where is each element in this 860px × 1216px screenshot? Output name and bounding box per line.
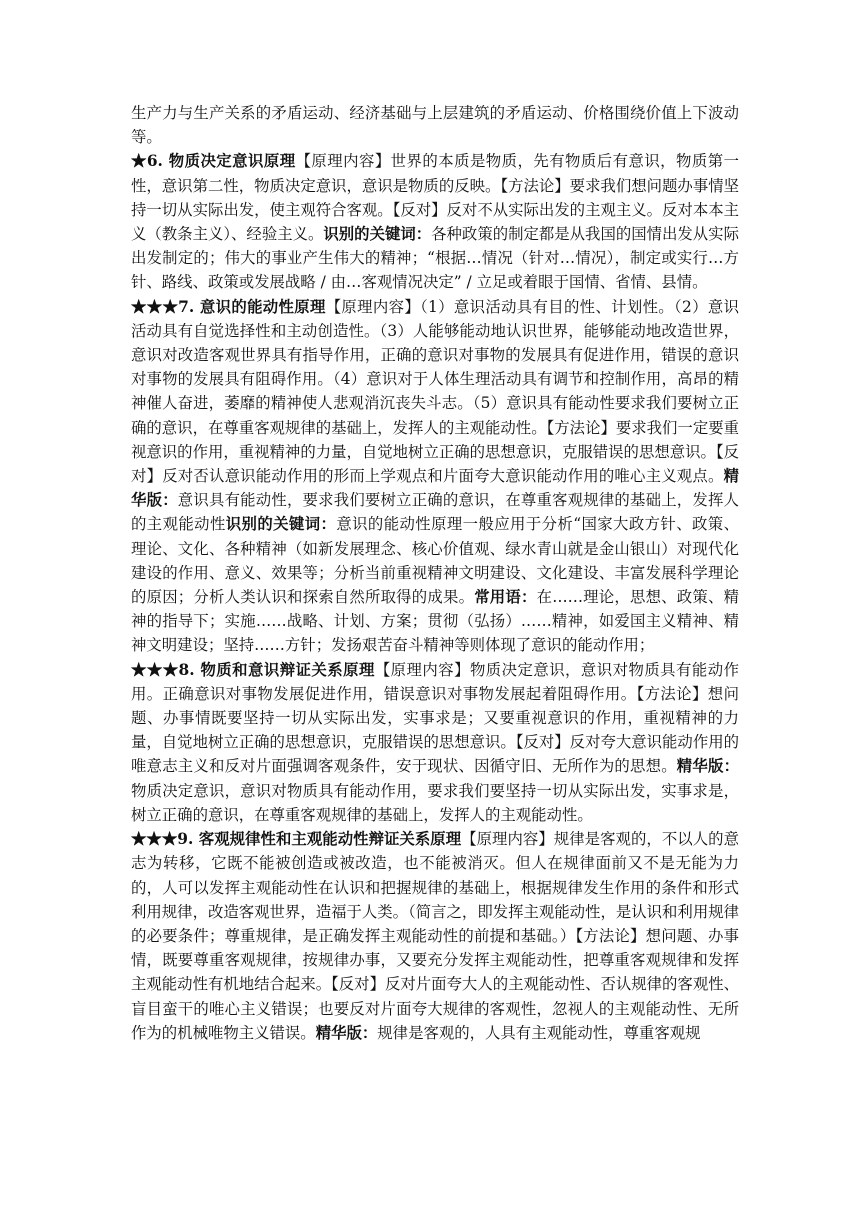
section-8-essence-label: 精华版：	[676, 757, 739, 776]
section-6-title: ★6. 物质决定意识原理	[131, 152, 296, 171]
section-6-text: 【原理内容】世界的本质是物质，先有物质后有意识，物质第一性，意识第二性，物质决定意识，意识是物质的反映。【方法论】要求我们想问题办事情坚持一切从实际出发，使主观符合客观。【反对】反对不从实际出发的主观主义。反对本本主义（教条主义）、经验主义。	[131, 152, 739, 244]
section-6-keyword-label: 识别的关键词：	[323, 225, 432, 244]
section-9	[131, 827, 739, 1045]
section-7	[131, 295, 739, 658]
section-8-text: 【原理内容】物质决定意识，意识对物质具有能动作用。正确意识对事物发展促进作用，错误意识对事物发展起着阻碍作用。【方法论】想问题、办事情既要坚持一切从实际出发，实事求是；又要重视意识的作用，重视精神的力量，自觉地树立正确的思想意识，克服错误的思想意识。【反对】反对夸大意识能动作用的唯意志主义和反对片面强调客观条件，安于现状、因循守旧、无所作为的思想。	[131, 660, 739, 776]
section-7-text: 【原理内容】（1）意识活动具有目的性、计划性。（2）意识活动具有自觉选择性和主动创造性。（3）人能够能动地认识世界，能够能动地改造世界，意识对改造客观世界具有指导作用，正确的意识对事物的发展具有促进作用，错误的意识对事物的发展具有阻碍作用。（4）意识对于人体生理活动具有调节和控制作用，高昂的精神催人奋进，萎靡的精神使人悲观消沉丧失斗志。（5）意识具有能动性要求我们要树立正确的意识，在尊重客观规律的基础上，发挥人的主观能动性。【方法论】要求我们一定要重视意识的作用，重视精神的力量，自觉地树立正确的思想意识，克服错误的思想意识。【反对】反对否认意识能动作用的形而上学观点和片面夸大意识能动作用的唯心主义观点。	[131, 297, 739, 486]
section-7-keyword-label: 识别的关键词：	[225, 515, 337, 534]
section-9-title: ★★★9. 客观规律性和主观能动性辩证关系原理	[131, 830, 462, 849]
section-7-title: ★★★7. 意识的能动性原理	[131, 297, 326, 316]
section-7-essence: 意识具有能动性，要求我们要树立正确的意识，在尊重客观规律的基础上，发挥人的主观能动性	[131, 491, 739, 534]
section-7-phrase-label: 常用语：	[474, 588, 537, 607]
section-9-essence: 规律是客观的，人具有主观能动性，尊重客观规	[377, 1023, 701, 1042]
section-8	[131, 658, 739, 827]
section-6	[131, 149, 739, 294]
document-page	[131, 101, 739, 1045]
section-9-text: 【原理内容】规律是客观的，不以人的意志为转移，它既不能被创造或被改造，也不能被消灭。但人在规律面前又不是无能为力的，人可以发挥主观能动性在认识和把握规律的基础上，根据规律发生作用的条件和形式利用规律，改造客观世界，造福于人类。（简言之，即发挥主观能动性，是认识和利用规律的必要条件；尊重规律，是正确发挥主观能动性的前提和基础。）【方法论】想问题、办事情，既要尊重客观规律，按规律办事，又要充分发挥主观能动性，把尊重客观规律和发挥主观能动性有机地结合起来。【反对】反对片面夸大人的主观能动性、否认规律的客观性、盲目蛮干的唯心主义错误；也要反对片面夸大规律的客观性，忽视人的主观能动性、无所作为的机械唯物主义错误。	[131, 830, 739, 1042]
paragraph-intro: 生产力与生产关系的矛盾运动、经济基础与上层建筑的矛盾运动、价格围绕价值上下波动等。	[131, 104, 739, 147]
section-8-essence: 物质决定意识，意识对物质具有能动作用，要求我们要坚持一切从实际出发，实事求是，树立正确的意识，在尊重客观规律的基础上，发挥人的主观能动性。	[131, 781, 739, 824]
section-9-essence-label: 精华版：	[315, 1023, 378, 1042]
section-8-title: ★★★8. 物质和意识辩证关系原理	[131, 660, 375, 679]
section-7-keywords: 意识的能动性原理一般应用于分析“国家大政方针、政策、理论、文化、各种精神（如新发展理念、核心价值观、绿水青山就是金山银山）对现代化建设的作用、意义、效果等；分析当前重视精神文明建设、文化建设、丰富发展科学理论的原因；分析人类认识和探索自然所取得的成果。	[131, 515, 739, 607]
section-7-phrases: 在……理论，思想、政策、精神的指导下；实施……战略、计划、方案；贯彻（弘扬）……精神，如爱国主义精神、精神文明建设；坚持……方针；发扬艰苦奋斗精神等则体现了意识的能动作用；	[131, 588, 739, 655]
section-6-keywords: 各种政策的制定都是从我国的国情出发从实际出发制定的；伟大的事业产生伟大的精神；“根据…情况（针对…情况），制定或实行…方针、路线、政策或发展战略 / 由…客观情况决定” / 立足或着眼于国情、省情、县情。	[131, 225, 739, 292]
section-7-essence-label: 精华版：	[131, 467, 739, 510]
